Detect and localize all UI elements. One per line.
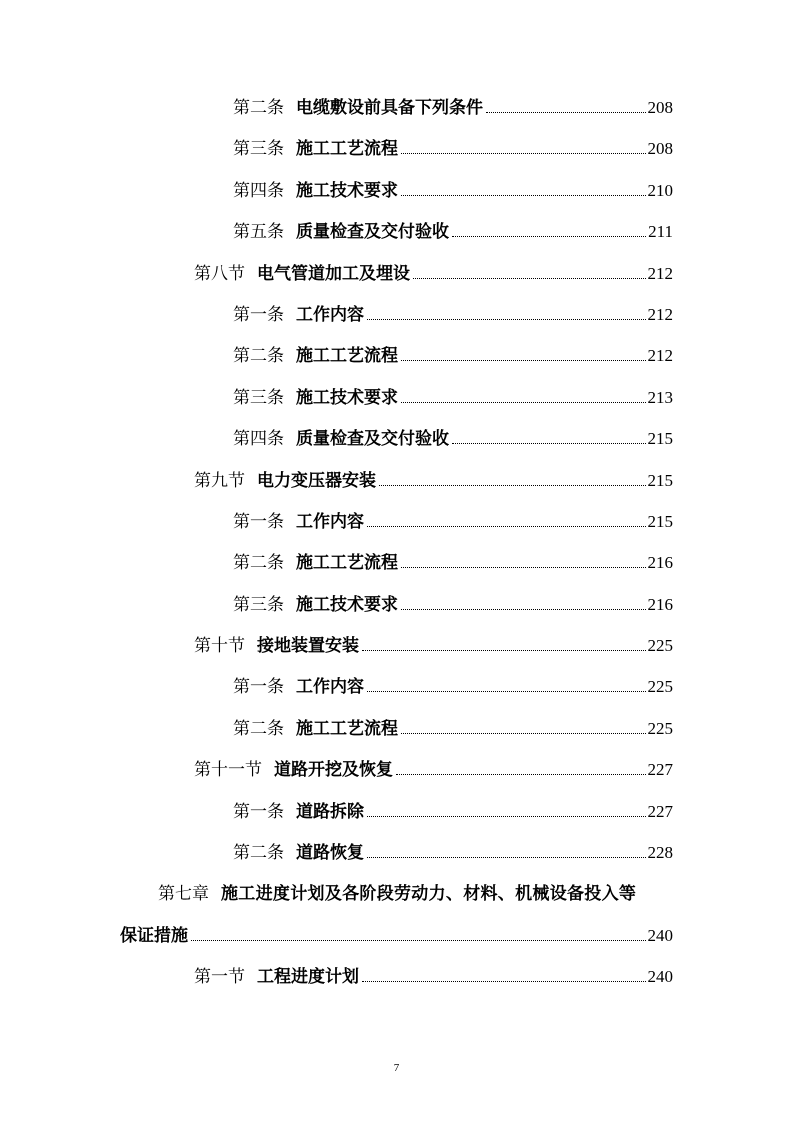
entry-number: 第二条 [233,346,284,367]
toc-entry[interactable] [0,419,793,460]
entry-title: 质量检查及交付验收 [296,429,449,450]
entry-number: 第一节 [194,967,245,988]
dot-leader [362,650,646,651]
toc-entry[interactable] [0,957,793,998]
toc-entry[interactable] [0,750,793,791]
entry-page: 225 [647,636,673,656]
dot-leader [367,319,646,320]
dot-leader [401,567,646,568]
entry-page: 227 [647,801,673,821]
entry-page: 225 [647,718,673,738]
entry-page: 215 [647,470,673,490]
chapter-title-line2: 保证措施 [120,925,188,946]
entry-title: 工作内容 [296,511,364,532]
toc-entry[interactable] [0,833,793,874]
dot-leader [379,485,646,486]
entry-title: 施工技术要求 [296,387,398,408]
entry-title: 施工技术要求 [296,180,398,201]
entry-page: 225 [647,677,673,697]
entry-page: 210 [647,180,673,200]
page-number: 7 [393,1062,400,1074]
toc-entry[interactable] [0,792,793,833]
entry-page: 215 [647,511,673,531]
entry-page: 227 [647,760,673,780]
entry-page: 208 [647,139,673,159]
chapter-title-line1: 施工进度计划及各阶段劳动力、材料、机械设备投入等 [221,884,637,905]
toc-entry[interactable] [0,254,793,295]
toc-entry[interactable] [0,461,793,502]
entry-title: 施工工艺流程 [296,553,398,574]
entry-number: 第三条 [233,387,284,408]
dot-leader [452,443,646,444]
entry-page: 215 [647,429,673,449]
dot-leader [413,278,646,279]
entry-number: 第二条 [233,553,284,574]
entry-title: 施工工艺流程 [296,718,398,739]
entry-number: 第三条 [233,139,284,160]
toc-entry[interactable] [0,336,793,377]
entry-number: 第一条 [233,511,284,532]
entry-number: 第十一节 [194,760,262,781]
entry-number: 第五条 [233,222,284,243]
dot-leader [367,816,646,817]
dot-leader [396,774,646,775]
entry-number: 第一条 [233,801,284,822]
entry-title: 电力变压器安装 [257,470,376,491]
chapter-page: 240 [647,925,673,945]
entry-page: 212 [647,346,673,366]
toc-chapter-entry[interactable] [0,874,793,915]
entry-number: 第九节 [194,470,245,491]
toc-entry[interactable] [0,502,793,543]
entry-page: 228 [647,843,673,863]
dot-leader [401,609,646,610]
entry-title: 电缆敷设前具备下列条件 [296,98,483,118]
entry-title: 道路开挖及恢复 [274,760,393,781]
dot-leader [486,112,646,113]
dot-leader [401,153,646,154]
toc-entry[interactable] [0,129,793,170]
dot-leader [367,857,646,858]
entry-page: 212 [647,304,673,324]
entry-page: 216 [647,553,673,573]
toc-entry[interactable] [0,585,793,626]
dot-leader [452,236,646,237]
entry-page: 208 [647,98,673,117]
dot-leader [191,940,646,941]
entry-number: 第一条 [233,677,284,698]
dot-leader [401,360,646,361]
toc-entry[interactable] [0,626,793,667]
toc-entry[interactable] [0,543,793,584]
entry-number: 第二条 [233,718,284,739]
toc-chapter-entry-cont[interactable] [0,916,793,957]
entry-title: 接地装置安装 [257,636,359,657]
entry-title: 施工工艺流程 [296,346,398,367]
table-of-contents [0,88,793,999]
entry-number: 第八节 [194,263,245,284]
toc-entry[interactable] [0,709,793,750]
dot-leader [362,981,646,982]
entry-page: 212 [647,263,673,283]
toc-entry[interactable] [0,88,793,129]
toc-entry[interactable] [0,378,793,419]
entry-page: 216 [647,594,673,614]
toc-entry[interactable] [0,295,793,336]
entry-title: 工作内容 [296,677,364,698]
entry-number: 第四条 [233,429,284,450]
entry-title: 工作内容 [296,304,364,325]
entry-number: 第一条 [233,304,284,325]
entry-page: 213 [647,387,673,407]
toc-entry[interactable] [0,171,793,212]
chapter-number: 第七章 [158,884,209,905]
entry-title: 工程进度计划 [257,967,359,988]
dot-leader [401,733,646,734]
entry-title: 施工技术要求 [296,594,398,615]
dot-leader [401,402,646,403]
dot-leader [401,195,646,196]
toc-entry[interactable] [0,212,793,253]
entry-number: 第三条 [233,594,284,615]
dot-leader [367,691,646,692]
entry-title: 道路拆除 [296,801,364,822]
entry-number: 第四条 [233,180,284,201]
entry-number: 第二条 [233,98,284,118]
toc-entry[interactable] [0,667,793,708]
entry-page: 240 [647,967,673,987]
dot-leader [367,526,646,527]
entry-number: 第十节 [194,636,245,657]
entry-title: 道路恢复 [296,843,364,864]
entry-title: 施工工艺流程 [296,139,398,160]
entry-number: 第二条 [233,843,284,864]
entry-page: 211 [648,222,673,242]
entry-title: 电气管道加工及埋设 [257,263,410,284]
entry-title: 质量检查及交付验收 [296,222,449,243]
